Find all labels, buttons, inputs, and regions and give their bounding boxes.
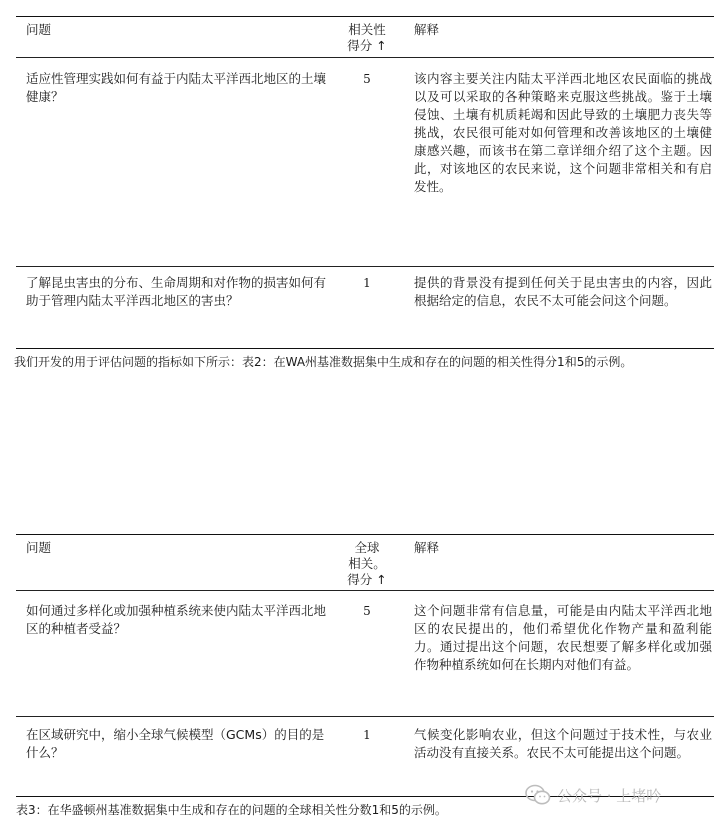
header-explanation: 解释 [414,540,440,555]
table-row-question: 了解昆虫害虫的分布、生命周期和对作物的损害如何有助于管理内陆太平洋西北地区的害虫？ [26,275,327,308]
header-score-line2: 相关。 [348,556,386,571]
table-top-rule [16,534,714,535]
table-row-question: 在区域研究中，缩小全球气候模型（GCMs）的目的是什么？ [26,727,325,760]
table-row-explanation: 该内容主要关注内陆太平洋西北地区农民面临的挑战以及可以采取的各种策略来克服这些挑战。鉴于土壤侵蚀、土壤有机质耗竭和因此导致的土壤肥力丧失等挑战，农民很可能对如何管理和改善该地区的土壤健康感兴趣，而该书在第二章详细介绍了这个主题。因此，对该地区的农民来说，这个问题非常相关和有启发性。 [414,71,712,194]
header-score-line1: 全球 [354,540,380,555]
table-3-caption: 表3：在华盛顿州基准数据集中生成和存在的问题的全球相关性分数1和5的示例。 [16,803,447,817]
table-2 [16,0,714,352]
header-score [332,540,402,588]
table-row-question: 如何通过多样化或加强种植系统来使内陆太平洋西北地区的种植者受益？ [26,603,327,636]
table-2-caption: 我们开发的用于评估问题的指标如下所示：表2：在WA州基准数据集中生成和存在的问题的相关性得分1和5的示例。 [14,355,633,369]
table-row-score: 1 [363,728,371,742]
table-row-score: 5 [363,72,371,86]
table-3 [16,520,714,800]
wechat-icon [525,784,551,806]
header-score [332,22,402,54]
table-header-rule [16,57,714,58]
table-row-explanation: 气候变化影响农业，但这个问题过于技术性，与农业活动没有直接关系。农民不太可能提出这个问题。 [414,727,712,760]
header-explanation: 解释 [414,22,440,37]
watermark [525,782,661,808]
table-row-question: 适应性管理实践如何有益于内陆太平洋西北地区的土壤健康？ [26,71,327,104]
table-top-rule [16,16,714,17]
table-row-explanation: 这个问题非常有信息量，可能是由内陆太平洋西北地区的农民提出的，他们希望优化作物产量和盈利能力。通过提出这个问题，农民想要了解多样化或加强作物种植系统如何在长期内对他们有益。 [414,603,712,672]
header-question: 问题 [26,22,52,37]
table-row-rule [16,716,714,717]
header-score-line3: 得分 ↑ [347,572,387,587]
header-score-line1: 相关性 [348,22,386,37]
table-row-explanation: 提供的背景没有提到任何关于昆虫害虫的内容，因此根据给定的信息，农民不太可能会问这个问题。 [414,275,712,308]
table-row-score: 1 [363,276,371,290]
table-header-rule [16,590,714,591]
watermark-text: 公众号 · 上堵吟 [557,786,662,805]
table-row-rule [16,266,714,267]
table-row-score: 5 [363,604,371,618]
table-bottom-rule [16,348,714,349]
header-question: 问题 [26,540,52,555]
header-score-line2: 得分 ↑ [347,38,387,53]
